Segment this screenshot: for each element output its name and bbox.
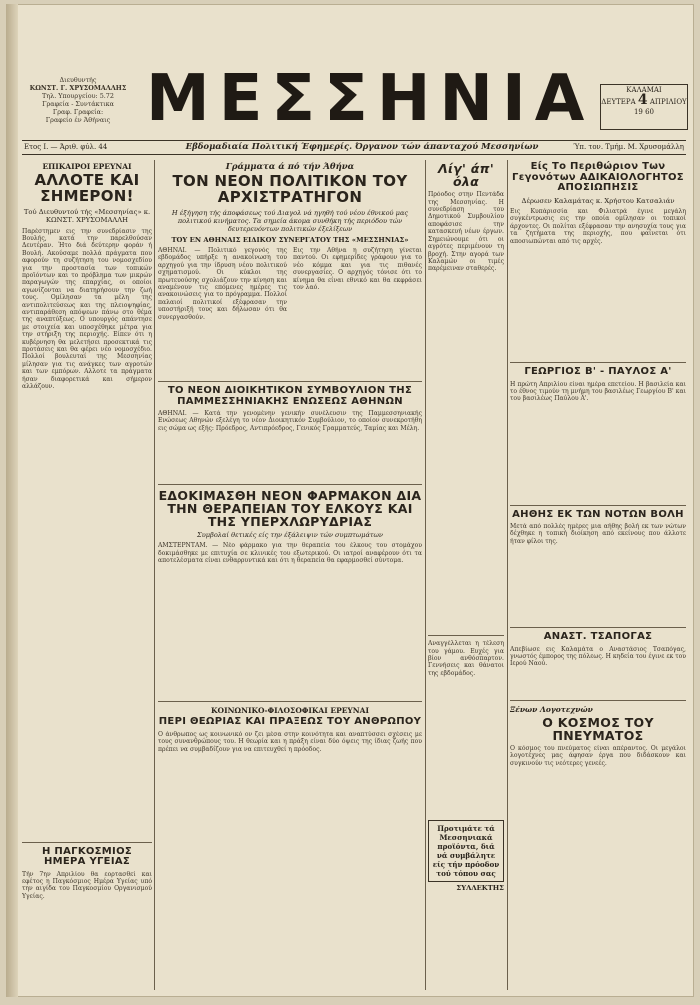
pub-line: Γραφ. Γραφεία: — [52, 108, 104, 116]
divider — [428, 635, 504, 636]
article-body: Παρέστημεν εις την συνεδρίασιν της Βουλής, κατά την παρελθούσαν Δευτέραν. Ήτο διά δεύτερην φοράν ή Βουλή. Ακούσαμε πολλά πράγματα που αφορούν τη συζήτηση του νομοσχεδίου για την προστασία των τοπικών προϊόντων και το πρόβλημα των μικρών παραγωγών της επαρχίας, οι οποίοι αγωνίζονται να διατηρήσουν την ζωή τους. Ομίλησαν τα μέλη της αντιπολιτεύσεως και της πλειοψηφίας, αντιπαράθεση απόψεων πάνω στο θέμα της αναπτύξεως. Ο υπουργός απάντησε με στοιχεία και υποσχέθηκε μέτρα για την στήριξη της περιοχής. Είπεν ότι η κυβέρνηση θα μελετήσει προσεκτικά τις προτάσεις και θα φέρει νέο νομοσχέδιο. Πολλοί βουλευταί της Μεσσηνίας μίλησαν για τις ανάγκες των αγροτών και των εμπόρων. Αλλοτε τα πράγματα ήσαν διαφορετικά και σήμερον αλλάζουν. — [22, 227, 152, 391]
article-headline: Λίγ' άπ' όλα — [438, 161, 494, 190]
article-lede: Συμβολαί θετικές είς την έξάλειψιν τών συμπτωμάτων — [197, 531, 383, 540]
newspaper-motto: Εβδομαδιαία Πολιτική Έφημερίς. Όργανον τών άπανταχού Μεσσηνίων — [185, 142, 539, 152]
column-1 — [22, 160, 152, 961]
article-body: Τήν 7ην Απριλίου θα εορτασθεί και εφέτος η Παγκόσμιος Ημέρα Υγείας υπό την αιγίδα του Παγκοσμίου Οργανισμού Υγείας. — [22, 870, 152, 900]
divider — [158, 484, 422, 485]
column-signature: ΣΥΛΛΕΚΤΗΣ — [456, 884, 504, 893]
column-2 — [158, 160, 422, 881]
article-body: Πρόοδος στην Πεντάδα της Μεσσηνίας. Η συνεδρίαση του Δημοτικού Συμβουλίου αποφάσισε την κατασκευή νέων έργων. Σημειώνουμε ότι οι αγρότες περιμένουν τη βροχή. Στην αγορά των Καλαμών οι τιμές παρέμειναν σταθερές. — [428, 191, 504, 273]
article-headline: ΤΟ ΝΕΟΝ ΔΙΟΙΚΗΤΙΚΟΝ ΣΥΜΒΟΥΛΙΟΝ ΤΗΣ ΠΑΜΜΕΣΣΗΝΙΑΚΗΣ ΕΝΩΣΕΩΣ ΑΘΗΝΩΝ — [167, 385, 413, 407]
pub-line: Διευθυντής — [59, 76, 97, 84]
date-day: ΔΕΥΤΕΡΑ — [601, 98, 636, 106]
date-num: 4 — [637, 92, 648, 108]
divider — [158, 701, 422, 702]
section-kicker: ΚΟΙΝΩΝΙΚΟ-ΦΙΛΟΣΟΦΙΚΑΙ ΕΡΕΥΝΑΙ — [211, 706, 369, 716]
article-body: Απεβίωσε εις Καλαμάτα ο Αναστάσιος Τσαπόγας, γνωστός έμπορος της πόλεως. Η κηδεία του έγινε εκ του Ιερού Ναού. — [510, 645, 686, 668]
pub-line: Γραφεία - Συντάκτικα — [42, 100, 114, 108]
date-year: 19 60 — [633, 108, 655, 116]
article-headline: ΑΝΑΣΤ. ΤΣΑΠΟΓΑΣ — [543, 631, 653, 642]
article-columns — [158, 247, 422, 377]
newspaper-title: ΜΕΣΣΗΝΙΑ — [146, 62, 594, 136]
publisher-box — [22, 76, 134, 124]
notice-box: Προτιμάτε τά Μεσσηνιακά προϊόντα, διά νά συμβάλητε είς τήν πρόοδον τού τόπου σας — [428, 820, 504, 882]
article-byline: Δέρωσεν Καλαμάτας κ. Χρήστου Κατσαλιάν — [521, 196, 675, 205]
date-row — [601, 92, 687, 108]
article-body: Αναγγέλλεται η τέλεση του γάμου. Ευχές για βίον ανθόσπαρτον. Γεννήσεις και θάνατοι της εβδομάδος. — [428, 640, 504, 677]
column-4 — [510, 160, 686, 915]
divider — [510, 627, 686, 628]
section-kicker: Γράμματα ά πό τήν Άθήνα — [225, 162, 355, 172]
article-byline: Τού Διευθυντού τής «Μεσσηνίας» κ. ΚΩΝΣΤ. ΧΡΥΣΟΜΑΛΛΗ — [23, 207, 151, 224]
article-headline: ΑΗΘΗΣ ΕΚ ΤΩΝ ΝΟΤΩΝ ΒΟΛΗ — [512, 508, 684, 520]
column-rule — [507, 160, 508, 990]
date-prefix: ΚΑΛΑΜΑΙ — [626, 86, 662, 94]
section-kicker: ΕΠΙΚΑΙΡΟΙ ΕΡΕΥΝΑΙ — [42, 162, 132, 171]
article-lede: Η έξήγηση τής άποφάσεως τού Διαγολ νά ηγηθή τού νέου έθνικού μας πολιτικού κινήματος. Τα σημεία άκομα συνθήκη τής περιόδου τών δευτερευόντων πολιτικών έξελίξεων — [171, 208, 409, 233]
pub-line: ΚΩΝΣΤ. Γ. ΧΡΥΣΟΜΑΛΛΗΣ — [29, 84, 127, 92]
article-headline: ΤΟΝ ΝΕΟΝ ΠΟΛΙΤΙΚΟΝ ΤΟΥ ΑΡΧΙΣΤΡΑΤΗΓΟΝ — [172, 172, 408, 206]
date-box — [600, 84, 688, 130]
newspaper-page — [6, 4, 694, 997]
article-body: Εις την Αθήνα η συζήτηση γίνεται παντού. Οι εφημερίδες γράφουν για το νέο κόμμα και για τις πιθανές συνεργασίες. Ο αρχηγός τόνισε ότι το κίνημα θα είναι εθνικό και θα εκφράσει τον λαό. — [293, 247, 422, 292]
date-month: ΑΠΡΙΛΙΟΥ — [649, 98, 687, 106]
issue-number: Ετος Ι. — Άριθ. φύλ. 44 — [24, 143, 108, 151]
article-headline: Ο ΚΟΣΜΟΣ ΤΟΥ ΠΝΕΥΜΑΤΟΣ — [542, 714, 654, 743]
article-headline: Η ΠΑΓΚΟΣΜΙΟΣ ΗΜΕΡΑ ΥΓΕΙΑΣ — [41, 845, 133, 867]
divider — [158, 381, 422, 382]
section-kicker: Ξένων Λογοτεχνών — [510, 704, 593, 714]
divider — [22, 842, 152, 843]
divider — [510, 505, 686, 506]
column-rule — [425, 160, 426, 990]
article-body: Η πρώτη Απριλίου είναι ημέρα επετείου. Η βασιλεία και το έθνος τιμούν τη μνήμη του βασιλέως Γεωργίου Β' και του βασιλέως Παύλου Α'. — [510, 380, 686, 403]
article-body: ΑΘΗΝΑΙ. — Κατά την γενομένην γενικήν συνέλευσιν της Παμμεσσηνιακής Ενώσεως Αθηνών εξελέγη το νέον Διοικητικόν Συμβούλιον, το οποίον συνεκροτήθη εις σώμα ως εξής: Πρόεδρος, Αντιπρόεδρος, Γενικός Γραμματεύς, Ταμίας και Μέλη. — [158, 410, 422, 432]
article-headline: ΑΛΛΟΤΕ ΚΑΙ ΣΗΜΕΡΟΝ! — [34, 171, 140, 205]
masthead-subline — [22, 140, 686, 153]
divider — [510, 362, 686, 363]
column-rule — [154, 160, 155, 990]
page-spine — [6, 4, 18, 997]
article-headline: ΕΔΟΚΙΜΑΣΘΗ ΝΕΟΝ ΦΑΡΜΑΚΟΝ ΔΙΑ ΤΗΝ ΘΕΡΑΠΕΙΑΝ ΤΟΥ ΕΛΚΟΥΣ ΚΑΙ ΤΗΣ ΥΠΕΡΧΛΩΡΥΔΡΙΑΣ — [158, 488, 422, 530]
article-byline: ΤΟΥ ΕΝ ΑΘΗΝΑΙΣ ΕΙΔΙΚΟΥ ΣΥΝΕΡΓΑΤΟΥ ΤΗΣ «ΜΕΣΣΗΝΙΑΣ» — [171, 235, 409, 244]
masthead — [22, 64, 686, 155]
article-body: Ο άνθρωπος ως κοινωνικό ον ζει μέσα στην κοινότητα και αναπτύσσει σχέσεις με τους συνανθρώπους του. Η θεωρία και η πράξη είναι δύο όψεις της ίδιας ζωής που πρέπει να συμβαδίζουν για να επιτευχθεί η πρόοδος. — [158, 730, 422, 753]
pub-line: Τηλ. Υπουργείου: 5.72 — [42, 92, 114, 100]
article-body: Εις Κυπάρισσία και Φιλιατρά έγινε μεγάλη συγκέντρωσις εις την οποία ομίλησαν οι τοπικοί άρχοντες. Οι πολίται εξέφρασαν την ανησυχία τους για τα ζητήματα της περιοχής, που φαίνεται ότι αποσιωπώνται από τις αρχές. — [510, 208, 686, 245]
article-headline: ΓΕΩΡΓΙΟΣ Β' - ΠΑΥΛΟΣ Α' — [524, 366, 672, 377]
article-headline: ΠΕΡΙ ΘΕΩΡΙΑΣ ΚΑΙ ΠΡΑΞΕΩΣ ΤΟΥ ΑΝΘΡΩΠΟΥ — [158, 716, 422, 728]
editor-note: Ύπ. τον. Τμήμ. Μ. Χρυσομάλλη — [573, 143, 684, 151]
pub-line: Γραφείο έν Άθήναις — [45, 116, 111, 124]
article-body: Μετά από πολλές ημέρες μια αήθης βολή εκ των νώτων δέχθηκε η τοπική διοίκηση από εκείνους που άλλοτε ήταν φίλοι της. — [510, 523, 686, 545]
column-3 — [428, 160, 504, 896]
divider — [510, 700, 686, 701]
article-body: Ο κόσμος του πνεύματος είναι απέραντος. Οι μεγάλοι λογοτέχνες μας άφησαν έργα που διδάσκουν και συγκινούν τις νεότερες γενεές. — [510, 744, 686, 767]
article-body: ΑΘΗΝΑΙ. — Πολιτικό γεγονός της εβδομάδος υπήρξε η ανακοίνωση του αρχηγού για την ίδρυση νέου πολιτικού σχηματισμού. Οι κύκλοι της πρωτευούσης σχολιάζουν την κίνηση και αναμένουν τις επόμενες ημέρες τις ανακοινώσεις για το πρόγραμμα. Πολλοί παλαιοί πολιτικοί εξέφρασαν την υποστήριξή τους και δήλωσαν ότι θα συνεργασθούν. — [158, 247, 287, 321]
article-body: ΑΜΣΤΕΡΝΤΑΜ. — Νέο φάρμακο για την θεραπεία του έλκους του στομάχου δοκιμάσθηκε με επιτυχία σε κλινικές του εξωτερικού. Οι ιατροί αναφέρουν ότι τα αποτελέσματα είναι ενθαρρυντικά και ότι η θεραπεία θα εφαρμοσθεί σύντομα. — [158, 542, 422, 565]
article-headline: Είς Το Περιθώριον Των Γεγονότων ΑΔΙΚΑΙΟΛΟΓΗΤΟΣ ΑΠΟΣΙΩΠΗΣΙΣ — [512, 161, 684, 193]
